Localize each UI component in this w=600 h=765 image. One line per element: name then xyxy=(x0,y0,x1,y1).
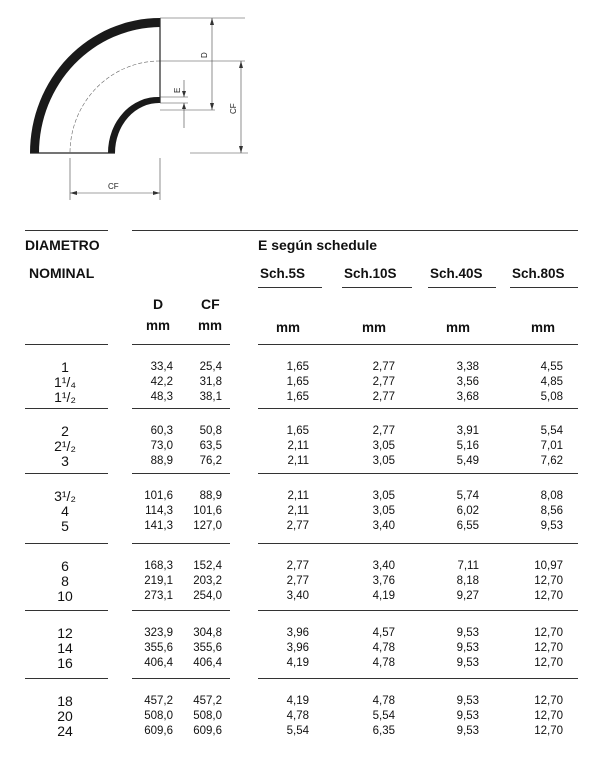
table-cell-s80: 8,08 xyxy=(540,490,563,502)
group-separator-rule xyxy=(25,344,108,345)
table-cell-s10: 4,78 xyxy=(372,695,395,707)
table-cell-d: 406,4 xyxy=(144,657,173,669)
table-cell-s40: 9,53 xyxy=(456,695,479,707)
table-cell-s80: 7,62 xyxy=(540,455,563,467)
group-separator-rule xyxy=(258,408,578,409)
table-cell-cf: 457,2 xyxy=(193,695,222,707)
sch-40s-rule xyxy=(428,287,496,288)
group-separator-rule xyxy=(258,543,578,544)
table-cell-s5: 1,65 xyxy=(286,361,309,373)
nominal-diameter-cell: 14 xyxy=(57,640,73,656)
table-cell-cf: 355,6 xyxy=(193,642,222,654)
table-cell-cf: 152,4 xyxy=(193,560,222,572)
table-cell-s40: 9,53 xyxy=(456,725,479,737)
table-cell-s10: 5,54 xyxy=(372,710,395,722)
header-sch-5s: Sch.5S xyxy=(260,266,306,281)
dim-label-cf-horizontal: CF xyxy=(108,182,119,191)
group-separator-rule xyxy=(25,408,108,409)
table-cell-d: 101,6 xyxy=(144,490,173,502)
table-cell-s5: 2,11 xyxy=(287,490,309,502)
table-cell-d: 355,6 xyxy=(144,642,173,654)
table-cell-s80: 12,70 xyxy=(534,657,563,669)
table-cell-d: 48,3 xyxy=(150,391,173,403)
nominal-diameter-cell: 10 xyxy=(57,588,73,604)
table-cell-d: 609,6 xyxy=(144,725,173,737)
table-cell-s80: 12,70 xyxy=(534,725,563,737)
group-separator-rule xyxy=(132,473,230,474)
table-cell-d: 88,9 xyxy=(150,455,173,467)
table-cell-d: 60,3 xyxy=(150,425,173,437)
table-cell-d: 273,1 xyxy=(144,590,173,602)
table-cell-s80: 12,70 xyxy=(534,642,563,654)
table-cell-s5: 2,77 xyxy=(286,560,309,572)
table-cell-s40: 7,11 xyxy=(457,560,479,572)
table-cell-s40: 9,27 xyxy=(456,590,479,602)
table-cell-s5: 4,19 xyxy=(286,657,309,669)
table-cell-cf: 304,8 xyxy=(193,627,222,639)
table-cell-d: 457,2 xyxy=(144,695,173,707)
group-separator-rule xyxy=(258,473,578,474)
group-separator-rule xyxy=(25,543,108,544)
table-cell-s5: 1,65 xyxy=(286,425,309,437)
group-separator-rule xyxy=(25,473,108,474)
sch-80s-rule xyxy=(510,287,578,288)
table-cell-s10: 3,05 xyxy=(372,455,395,467)
table-cell-cf: 101,6 xyxy=(193,505,222,517)
table-cell-s40: 3,38 xyxy=(456,361,479,373)
nominal-diameter-cell: 18 xyxy=(57,693,73,709)
table-cell-s40: 9,53 xyxy=(456,627,479,639)
nominal-diameter-cell: 2 xyxy=(61,423,69,439)
table-cell-cf: 63,5 xyxy=(199,440,222,452)
dim-label-cf-vertical: CF xyxy=(229,103,238,114)
table-cell-cf: 31,8 xyxy=(199,376,222,388)
table-cell-s10: 6,35 xyxy=(372,725,395,737)
table-cell-s5: 3,96 xyxy=(286,642,309,654)
table-cell-s40: 3,56 xyxy=(456,376,479,388)
dim-label-e: E xyxy=(173,87,182,93)
group-separator-rule xyxy=(258,610,578,611)
group-separator-rule xyxy=(25,678,108,679)
table-cell-s5: 1,65 xyxy=(286,391,309,403)
table-cell-s80: 9,53 xyxy=(540,520,563,532)
nominal-diameter-cell: 1¹/₄ xyxy=(53,374,77,390)
table-cell-cf: 38,1 xyxy=(199,391,222,403)
table-cell-s80: 12,70 xyxy=(534,575,563,587)
nominal-diameter-cell: 3 xyxy=(61,453,69,469)
table-cell-cf: 76,2 xyxy=(199,455,222,467)
table-cell-s5: 4,19 xyxy=(286,695,309,707)
table-cell-s40: 5,49 xyxy=(456,455,479,467)
table-cell-cf: 127,0 xyxy=(193,520,222,532)
table-cell-d: 114,3 xyxy=(145,505,173,517)
group-separator-rule xyxy=(132,408,230,409)
nominal-diameter-cell: 1¹/₂ xyxy=(54,389,76,405)
sch-5s-rule xyxy=(258,287,322,288)
table-cell-cf: 50,8 xyxy=(199,425,222,437)
table-cell-s10: 3,40 xyxy=(372,560,395,572)
table-cell-s5: 1,65 xyxy=(286,376,309,388)
table-cell-s10: 4,78 xyxy=(372,642,395,654)
table-cell-s80: 4,55 xyxy=(540,361,563,373)
table-cell-cf: 254,0 xyxy=(193,590,222,602)
table-cell-s80: 12,70 xyxy=(534,590,563,602)
table-cell-s10: 4,19 xyxy=(372,590,395,602)
table-cell-s5: 2,77 xyxy=(286,575,309,587)
table-cell-s5: 3,96 xyxy=(286,627,309,639)
group-separator-rule xyxy=(132,678,230,679)
table-cell-s40: 3,68 xyxy=(456,391,479,403)
unit-cf: mm xyxy=(198,318,223,333)
nominal-diameter-cell: 16 xyxy=(57,655,73,671)
nominal-diameter-cell: 20 xyxy=(57,708,73,724)
dim-label-d: D xyxy=(200,52,209,58)
sch-10s-rule xyxy=(342,287,412,288)
table-cell-s5: 5,54 xyxy=(286,725,309,737)
table-cell-s5: 2,11 xyxy=(287,440,309,452)
table-cell-cf: 203,2 xyxy=(193,575,222,587)
table-cell-cf: 508,0 xyxy=(193,710,222,722)
table-cell-s40: 6,55 xyxy=(456,520,479,532)
table-cell-d: 73,0 xyxy=(150,440,173,452)
table-cell-s80: 7,01 xyxy=(540,440,563,452)
table-cell-s40: 9,53 xyxy=(456,657,479,669)
table-cell-s5: 2,11 xyxy=(287,505,309,517)
elbow-outer-wall xyxy=(30,18,160,153)
nominal-diameter-cell: 5 xyxy=(61,518,69,534)
table-cell-d: 168,3 xyxy=(144,560,173,572)
table-cell-s40: 9,53 xyxy=(456,642,479,654)
nominal-diameter-cell: 24 xyxy=(57,723,73,739)
table-cell-d: 33,4 xyxy=(150,361,173,373)
table-cell-cf: 609,6 xyxy=(193,725,222,737)
table-cell-s40: 5,16 xyxy=(456,440,479,452)
table-cell-s5: 2,11 xyxy=(287,455,309,467)
table-cell-s40: 6,02 xyxy=(456,505,479,517)
header-e-segun-schedule: E según schedule xyxy=(258,237,378,253)
table-cell-s10: 2,77 xyxy=(372,425,395,437)
table-cell-d: 42,2 xyxy=(150,376,173,388)
elbow-inner-wall xyxy=(108,97,160,153)
unit-d: mm xyxy=(146,318,171,333)
table-cell-s80: 5,54 xyxy=(540,425,563,437)
table-cell-s80: 12,70 xyxy=(534,710,563,722)
unit-sch-10s: mm xyxy=(362,320,387,335)
group-separator-rule xyxy=(132,543,230,544)
table-cell-s40: 5,74 xyxy=(456,490,479,502)
table-cell-s10: 3,05 xyxy=(372,490,395,502)
group-separator-rule xyxy=(132,344,230,345)
unit-sch-5s: mm xyxy=(276,320,301,335)
header-col-d: D xyxy=(153,296,164,312)
table-cell-s40: 9,53 xyxy=(456,710,479,722)
nominal-diameter-cell: 1 xyxy=(61,359,69,375)
nominal-diameter-cell: 8 xyxy=(61,573,69,589)
header-sch-80s: Sch.80S xyxy=(512,266,565,281)
table-cell-d: 323,9 xyxy=(144,627,173,639)
table-cell-s10: 3,05 xyxy=(372,440,395,452)
table-cell-s80: 12,70 xyxy=(534,695,563,707)
table-cell-s80: 8,56 xyxy=(540,505,563,517)
table-cell-d: 508,0 xyxy=(144,710,173,722)
table-cell-s80: 5,08 xyxy=(540,391,563,403)
table-cell-d: 219,1 xyxy=(144,575,173,587)
group-separator-rule xyxy=(25,610,108,611)
group-separator-rule xyxy=(258,344,578,345)
header-nominal: NOMINAL xyxy=(29,265,95,281)
table-cell-s5: 3,40 xyxy=(286,590,309,602)
table-cell-s10: 2,77 xyxy=(372,391,395,403)
table-cell-s10: 4,78 xyxy=(372,657,395,669)
table-cell-s10: 2,77 xyxy=(372,361,395,373)
header-col-cf: CF xyxy=(201,296,220,312)
table-cell-s40: 3,91 xyxy=(456,425,479,437)
table-cell-s10: 3,05 xyxy=(372,505,395,517)
table-cell-s5: 2,77 xyxy=(286,520,309,532)
table-cell-s10: 4,57 xyxy=(372,627,395,639)
table-cell-s10: 3,40 xyxy=(372,520,395,532)
nominal-diameter-cell: 4 xyxy=(61,503,69,519)
nominal-diameter-cell: 3¹/₂ xyxy=(54,488,76,504)
table-cell-s10: 3,76 xyxy=(372,575,395,587)
table-cell-s10: 2,77 xyxy=(372,376,395,388)
table-cell-s40: 8,18 xyxy=(456,575,479,587)
header-sch-40s: Sch.40S xyxy=(430,266,483,281)
group-separator-rule xyxy=(258,678,578,679)
header-top-rule xyxy=(25,230,108,231)
schedule-top-rule xyxy=(132,230,578,231)
table-cell-s80: 4,85 xyxy=(540,376,563,388)
header-sch-10s: Sch.10S xyxy=(344,266,397,281)
table-cell-cf: 25,4 xyxy=(199,361,222,373)
table-cell-s80: 10,97 xyxy=(534,560,563,572)
table-cell-d: 141,3 xyxy=(144,520,173,532)
nominal-diameter-cell: 12 xyxy=(57,625,73,641)
nominal-diameter-cell: 2¹/₂ xyxy=(54,438,76,454)
unit-sch-80s: mm xyxy=(531,320,556,335)
header-diametro: DIAMETRO xyxy=(25,237,100,253)
table-cell-cf: 88,9 xyxy=(199,490,222,502)
table-cell-cf: 406,4 xyxy=(193,657,222,669)
group-separator-rule xyxy=(132,610,230,611)
unit-sch-40s: mm xyxy=(446,320,471,335)
elbow-diagram xyxy=(0,0,600,210)
nominal-diameter-cell: 6 xyxy=(61,558,69,574)
table-cell-s5: 4,78 xyxy=(286,710,309,722)
table-cell-s80: 12,70 xyxy=(534,627,563,639)
